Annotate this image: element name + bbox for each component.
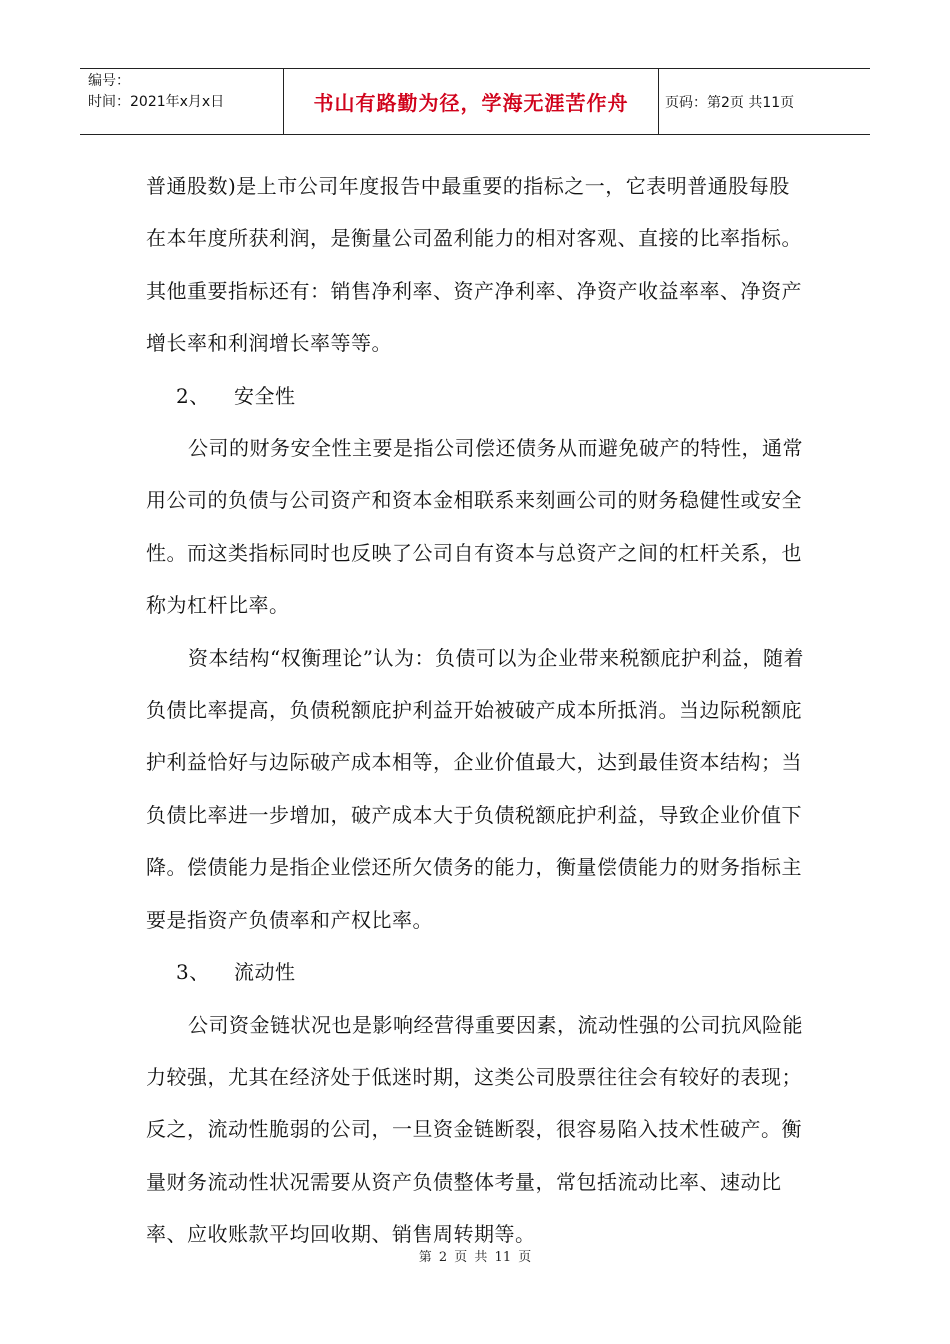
page-header — [80, 68, 870, 135]
section-number: 3、 — [176, 960, 210, 985]
section-heading-safety — [146, 370, 806, 422]
section-number: 2、 — [176, 383, 210, 408]
document-body — [146, 160, 806, 1261]
header-meta — [80, 69, 283, 134]
header-page-info: 页码：第2页 共11页 — [665, 94, 795, 111]
header-motto: 书山有路勤为径，学海无涯苦作舟 — [283, 69, 659, 134]
paragraph-continuation: 普通股数)是上市公司年度报告中最重要的指标之一，它表明普通股每股在本年度所获利润，是衡量公司盈利能力的相对客观、直接的比率指标。其他重要指标还有：销售净利率、资产净利率、净资产收益率率、净资产增长率和利润增长率等等。 — [146, 174, 802, 356]
document-date: 时间：2021年x月x日 — [88, 94, 225, 110]
paragraph-liquidity: 公司资金链状况也是影响经营得重要因素，流动性强的公司抗风险能力较强，尤其在经济处于低迷时期，这类公司股票往往会有较好的表现；反之，流动性脆弱的公司，一旦资金链断裂，很容易陷入技术性破产。衡量财务流动性状况需要从资产负债整体考量，常包括流动比率、速动比率、应收账款平均回收期、销售周转期等。 — [146, 1012, 803, 1247]
section-title: 流动性 — [234, 960, 296, 985]
paragraph-tradeoff-theory: 资本结构“权衡理论”认为：负债可以为企业带来税额庇护利益，随着负债比率提高，负债税额庇护利益开始被破产成本所抵消。当边际税额庇护利益恰好与边际破产成本相等，企业价值最大，达到最佳资本结构；当负债比率进一步增加，破产成本大于负债税额庇护利益，导致企业价值下降。偿债能力是指企业偿还所欠债务的能力，衡量偿债能力的财务指标主要是指资产负债率和产权比率。 — [146, 645, 804, 932]
section-title: 安全性 — [234, 383, 296, 408]
document-number-label: 编号： — [88, 73, 130, 89]
page-footer: 第 2 页 共 11 页 — [418, 1250, 532, 1265]
section-heading-liquidity — [146, 946, 806, 998]
paragraph-safety-definition: 公司的财务安全性主要是指公司偿还债务从而避免破产的特性，通常用公司的负债与公司资产和资本金相联系来刻画公司的财务稳健性或安全性。而这类指标同时也反映了公司自有资本与总资产之间的杠杆关系，也称为杠杆比率。 — [146, 436, 803, 618]
